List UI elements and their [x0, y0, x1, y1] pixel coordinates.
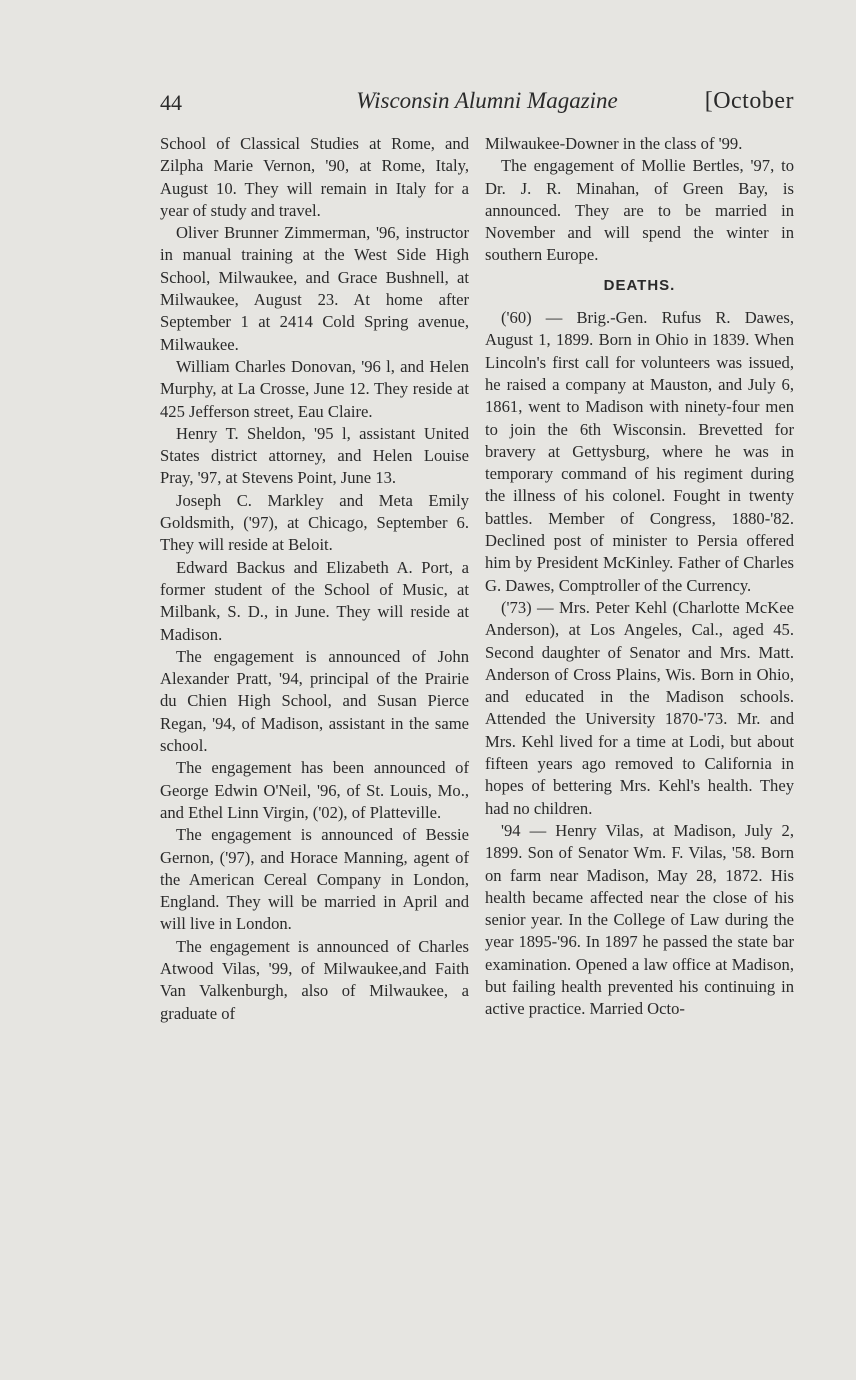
paragraph: The engagement has been announced of George Edwin O'Neil, '96, of St. Louis, Mo., and Ethel Linn Virgin, ('02), of Platteville.: [160, 758, 469, 822]
paragraph: The engagement is announced of John Alexander Pratt, '94, principal of the Prairie du Chien High School, and Susan Pierce Regan, '94, of Madison, assistant in the same school.: [160, 646, 469, 756]
left-column: [160, 133, 469, 1025]
paragraph: ('73) — Mrs. Peter Kehl (Charlotte McKee Anderson), at Los Angeles, Cal., aged 45. Second daughter of Senator and Mrs. Matt. Anderson of Cross Plains, Wis. Born in Ohio, and educated in the Madison schools. Attended the University 1870-'73. Mr. and Mrs. Kehl lived for a time at Lodi, but about fifteen years ago removed to California in hopes of bettering Mrs. Kehl's health. They had no children.: [485, 597, 794, 818]
paragraph: ('60) — Brig.-Gen. Rufus R. Dawes, August 1, 1899. Born in Ohio in 1839. When Lincoln's first call for volunteers was issued, he raised a company at Mauston, and July 6, 1861, went to Madison with ninety-four men to join the 6th Wisconsin. Brevetted for bravery at Gettysburg, where he was in temporary command of his regiment during the illness of his colonel. Fought in twenty battles. Member of Congress, 1880-'82. Declined post of minister to Persia offered him by President McKinley. Father of Charles G. Dawes, Comptroller of the Currency.: [485, 308, 794, 595]
deaths-section: [485, 307, 794, 1021]
paragraph: The engagement is announced of Bessie Gernon, ('97), and Horace Manning, agent of the American Cereal Company in London, England. They will be married in April and will live in London.: [160, 825, 469, 934]
paragraph: William Charles Donovan, '96 l, and Helen Murphy, at La Crosse, June 12. They reside at 425 Jefferson street, Eau Claire.: [160, 356, 469, 421]
paragraph: '94 — Henry Vilas, at Madison, July 2, 1899. Son of Senator Wm. F. Vilas, '58. Born on farm near Madison, May 28, 1872. His health became affected near the close of his senior year. In the College of Law during the year 1895-'96. In 1897 he passed the state bar examination. Opened a law office at Madison, but failing health prevented his continuing in active practice. Married Octo-: [485, 820, 794, 1019]
paragraph: The engagement of Mollie Bertles, '97, to Dr. J. R. Minahan, of Green Bay, is announced. They are to be married in November and will spend the winter in southern Europe.: [485, 156, 794, 265]
announcements-continued: [485, 133, 794, 267]
page-header: [160, 88, 794, 122]
right-column: [485, 133, 794, 1021]
paragraph: Edward Backus and Elizabeth A. Port, a former student of the School of Music, at Milbank, S. D., in June. They will reside at Madison.: [160, 557, 469, 644]
page-number: 44: [160, 90, 182, 115]
paragraph: School of Classical Studies at Rome, and Zilpha Marie Vernon, '90, at Rome, Italy, August 10. They will remain in Italy for a year of study and travel.: [160, 134, 469, 220]
paragraph: Joseph C. Markley and Meta Emily Goldsmith, ('97), at Chicago, September 6. They will reside at Beloit.: [160, 490, 469, 555]
paragraph: Milwaukee-Downer in the class of '99.: [485, 134, 743, 153]
issue-month: [October: [704, 88, 794, 114]
paragraph: The engagement is announced of Charles Atwood Vilas, '99, of Milwaukee,and Faith Van Valkenburgh, also of Milwaukee, a graduate of: [160, 936, 469, 1023]
magazine-title: Wisconsin Alumni Magazine: [356, 88, 618, 113]
paragraph: Oliver Brunner Zimmerman, '96, instructor in manual training at the West Side High School, Milwaukee, and Grace Bushnell, at Milwaukee, August 23. At home after September 1 at 2414 Cold Spring avenue, Milwaukee.: [160, 223, 469, 354]
deaths-heading: DEATHS.: [603, 276, 676, 294]
paragraph: Henry T. Sheldon, '95 l, assistant United States district attorney, and Helen Louise Pray, '97, at Stevens Point, June 13.: [160, 423, 469, 488]
